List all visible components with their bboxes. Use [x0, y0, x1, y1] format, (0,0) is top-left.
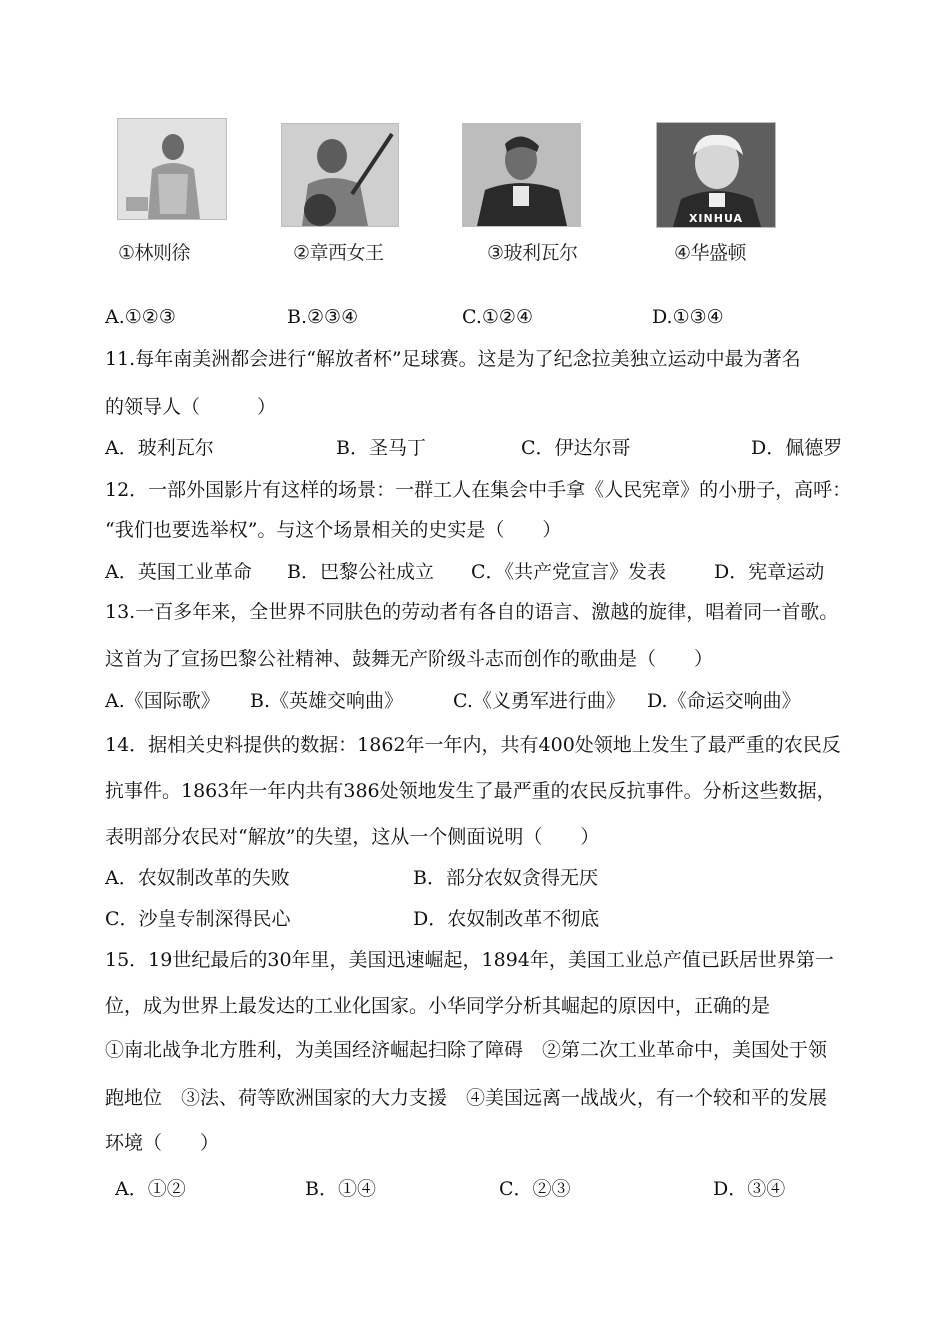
- q13-stem-line2: 这首为了宣扬巴黎公社精神、鼓舞无产阶级斗志而创作的歌曲是（ ）: [105, 648, 714, 670]
- q12-option-b: B．巴黎公社成立: [287, 561, 434, 583]
- portrait-bolivar: [462, 123, 581, 227]
- q12-option-d: D．宪章运动: [714, 561, 825, 583]
- q14-option-b: B．部分农奴贪得无厌: [413, 867, 598, 889]
- q12-option-c: C．《共产党宣言》发表: [471, 561, 667, 583]
- q11-stem-line2: 的领导人（ ）: [105, 396, 277, 418]
- q12-stem-line1: 12．一部外国影片有这样的场景：一群工人在集会中手拿《人民宪章》的小册子，高呼：: [105, 479, 852, 501]
- portrait-caption-4: ④华盛顿: [674, 242, 747, 264]
- q13-option-a: A.《国际歌》: [105, 690, 220, 712]
- q15-option-c: C．②③: [499, 1178, 571, 1200]
- q10-option-c: C.①②④: [462, 306, 533, 328]
- bolivar-image: [463, 124, 580, 226]
- q15-option-d: D．③④: [713, 1178, 786, 1200]
- portrait-caption-3: ③玻利瓦尔: [487, 242, 578, 264]
- q15-option-b: B．①④: [305, 1178, 376, 1200]
- portrait-washington: [656, 122, 776, 228]
- q14-stem-line1: 14．据相关史料提供的数据：1862年一年内，共有400处领地上发生了最严重的农民反: [105, 734, 841, 756]
- q15-stem-line5: 环境（ ）: [105, 1132, 220, 1154]
- q15-stem-line1: 15．19世纪最后的30年里，美国迅速崛起，1894年，美国工业总产值已跃居世界第一: [105, 949, 834, 971]
- q15-stem-line2: 位，成为世界上最发达的工业化国家。小华同学分析其崛起的原因中，正确的是: [105, 995, 771, 1017]
- q13-option-c: C.《义勇军进行曲》: [453, 690, 625, 712]
- xinhua-watermark: XINHUA: [688, 212, 744, 225]
- portrait-caption-2: ②章西女王: [293, 242, 384, 264]
- q14-option-a: A．农奴制改革的失败: [105, 867, 290, 889]
- q14-stem-line3: 表明部分农民对“解放”的失望，这从一个侧面说明（ ）: [105, 826, 600, 848]
- portrait-lin-zexu: [117, 118, 227, 220]
- q13-option-d: D.《命运交响曲》: [647, 690, 801, 712]
- q15-stem-line3: ①南北战争北方胜利，为美国经济崛起扫除了障碍 ②第二次工业革命中，美国处于领: [105, 1039, 828, 1061]
- q15-option-a: A．①②: [115, 1178, 186, 1200]
- q15-stem-line4: 跑地位 ③法、荷等欧洲国家的大力支援 ④美国远离一战战火，有一个较和平的发展: [105, 1087, 828, 1109]
- q11-option-c: C．伊达尔哥: [521, 437, 631, 459]
- portrait-caption-1: ①林则徐: [118, 242, 191, 264]
- q12-stem-line2: “我们也要选举权”。与这个场景相关的史实是（ ）: [105, 519, 562, 541]
- portrait-rani-of-jhansi: [281, 123, 399, 227]
- q13-option-b: B.《英雄交响曲》: [250, 690, 404, 712]
- q14-option-d: D．农奴制改革不彻底: [413, 908, 600, 930]
- q11-option-b: B．圣马丁: [336, 437, 426, 459]
- q12-option-a: A．英国工业革命: [105, 561, 252, 583]
- q11-stem-line1: 11.每年南美洲都会进行“解放者杯”足球赛。这是为了纪念拉美独立运动中最为著名: [105, 348, 801, 370]
- q11-option-d: D．佩德罗: [751, 437, 843, 459]
- rani-of-jhansi-image: [282, 124, 398, 226]
- q10-option-b: B.②③④: [287, 306, 359, 328]
- lin-zexu-image: [118, 119, 226, 219]
- q10-option-a: A.①②③: [105, 306, 176, 328]
- q11-option-a: A．玻利瓦尔: [105, 437, 214, 459]
- q14-option-c: C．沙皇专制深得民心: [105, 908, 291, 930]
- q10-option-d: D.①③④: [652, 306, 724, 328]
- q13-stem-line1: 13.一百多年来，全世界不同肤色的劳动者有各自的语言、激越的旋律，唱着同一首歌。: [105, 601, 839, 623]
- q14-stem-line2: 抗事件。1863年一年内共有386处领地发生了最严重的农民反抗事件。分析这些数据，: [105, 780, 836, 802]
